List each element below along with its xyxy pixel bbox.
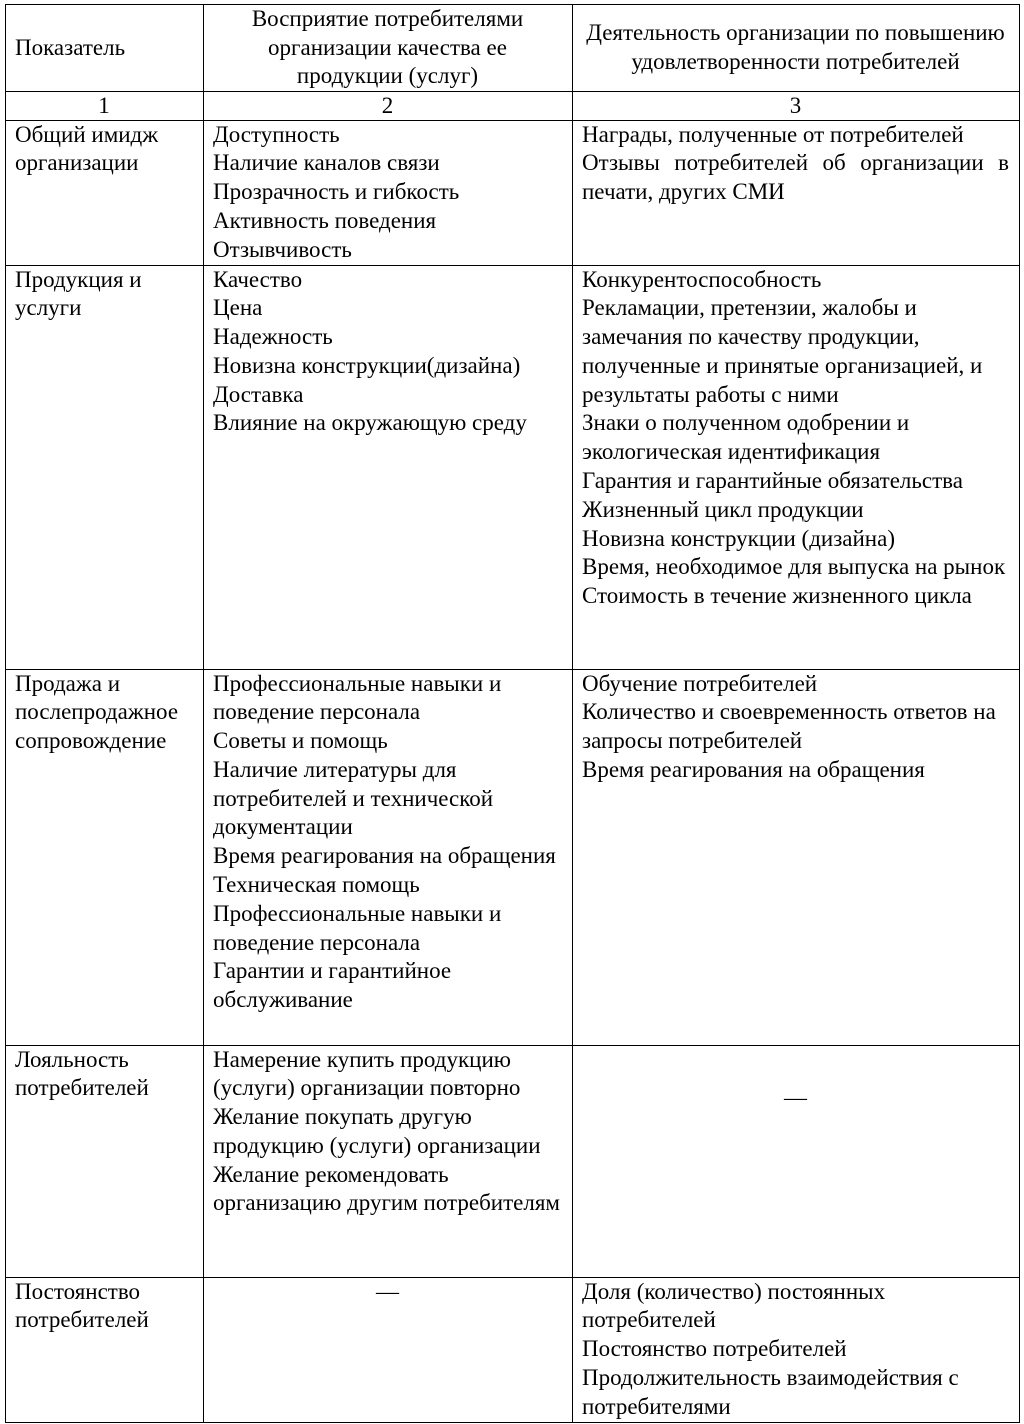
header-activity [573, 5, 1020, 92]
list-item: Отзывы потребителей об организации в печати, других СМИ [582, 150, 1009, 205]
list-item: Прозрачность и гибкость [213, 179, 460, 205]
table-row [6, 1045, 1020, 1277]
empty-dash: — [376, 1278, 399, 1304]
list-item: Профессиональные навыки и поведение персонала [213, 900, 502, 955]
list-item: Желание рекомендовать организацию другим потребителям [213, 1161, 560, 1216]
list-item: Знаки о полученном одобрении и экологическая идентификация [582, 410, 910, 465]
list-item: Гарантия и гарантийные обязательства [582, 468, 963, 494]
list-item: Желание покупать другую продукцию (услуги) организации [213, 1104, 541, 1158]
list-item: Время реагирования на обращения [213, 843, 556, 869]
table-row [6, 669, 1020, 1045]
indicator-cell: Общий имидж организации [6, 120, 204, 265]
list-item: Награды, полученные от потребителей [582, 121, 964, 147]
list-item: Отзывчивость [213, 236, 352, 262]
list-item: Качество [213, 266, 303, 292]
activity-cell [573, 265, 1020, 669]
list-item: Доставка [213, 381, 304, 407]
list-item: Рекламации, претензии, жалобы и замечания по качеству продукции, полученные и принятые организацией, и результаты работы с ними [582, 295, 983, 407]
perception-cell [204, 1045, 573, 1277]
list-item: Новизна конструкции (дизайна) [582, 525, 895, 551]
list-item: Техническая помощь [213, 872, 420, 898]
indicator-cell: Лояльность потребителей [6, 1045, 204, 1277]
header-perception-text: Восприятие потребителями организации качества ее продукции (услуг) [251, 6, 524, 88]
list-item: Цена [213, 295, 263, 321]
table-row [6, 120, 1020, 265]
list-item: Продолжительность взаимодействия с потребителями [582, 1364, 959, 1419]
table-row [6, 1277, 1020, 1422]
indicator-cell: Продажа и послепродажное сопровождение [6, 669, 204, 1045]
column-number-2: 2 [204, 91, 573, 120]
customer-satisfaction-table [5, 4, 1020, 1423]
activity-cell [573, 1045, 1020, 1277]
list-item: Конкурентоспособность [582, 266, 822, 292]
list-item: Наличие каналов связи [213, 150, 440, 176]
list-item: Надежность [213, 324, 333, 350]
list-item: Жизненный цикл продукции [582, 496, 864, 522]
header-perception [204, 5, 573, 92]
table-row [6, 265, 1020, 669]
list-item: Время реагирования на обращения [582, 756, 925, 782]
column-number-1: 1 [6, 91, 204, 120]
perception-cell [204, 265, 573, 669]
list-item: Обучение потребителей [582, 670, 818, 696]
column-number-3: 3 [573, 91, 1020, 120]
perception-cell [204, 1277, 573, 1422]
activity-cell [573, 1277, 1020, 1422]
list-item: Гарантии и гарантийное обслуживание [213, 958, 452, 1013]
header-indicator: Показатель [6, 5, 204, 92]
indicator-cell: Постоянство потребителей [6, 1277, 204, 1422]
perception-cell [204, 669, 573, 1045]
header-activity-text: Деятельность организации по повышению удовлетворенности потребителей [586, 20, 1005, 74]
activity-cell [573, 120, 1020, 265]
column-number-row [6, 91, 1020, 120]
list-item: Доступность [213, 121, 340, 147]
list-item: Количество и своевременность ответов на запросы потребителей [582, 699, 996, 754]
list-item: Активность поведения [213, 207, 437, 233]
list-item: Постоянство потребителей [582, 1336, 847, 1362]
list-item: Новизна конструкции(дизайна) [213, 352, 521, 378]
list-item: Профессиональные навыки и поведение персонала [213, 670, 502, 725]
list-item: Намерение купить продукцию (услуги) организации повторно [213, 1046, 521, 1101]
list-item: Наличие литературы для потребителей и технической документации [213, 756, 494, 840]
list-item: Влияние на окружающую среду [213, 410, 527, 436]
perception-cell [204, 120, 573, 265]
list-item: Доля (количество) постоянных потребителей [582, 1278, 886, 1333]
table-header-row [6, 5, 1020, 92]
list-item: Время, необходимое для выпуска на рынок [582, 554, 1006, 580]
list-item: Стоимость в течение жизненного цикла [582, 583, 972, 609]
list-item: Советы и помощь [213, 728, 388, 754]
empty-dash: — [784, 1084, 807, 1110]
indicator-cell: Продукция и услуги [6, 265, 204, 669]
activity-cell [573, 669, 1020, 1045]
